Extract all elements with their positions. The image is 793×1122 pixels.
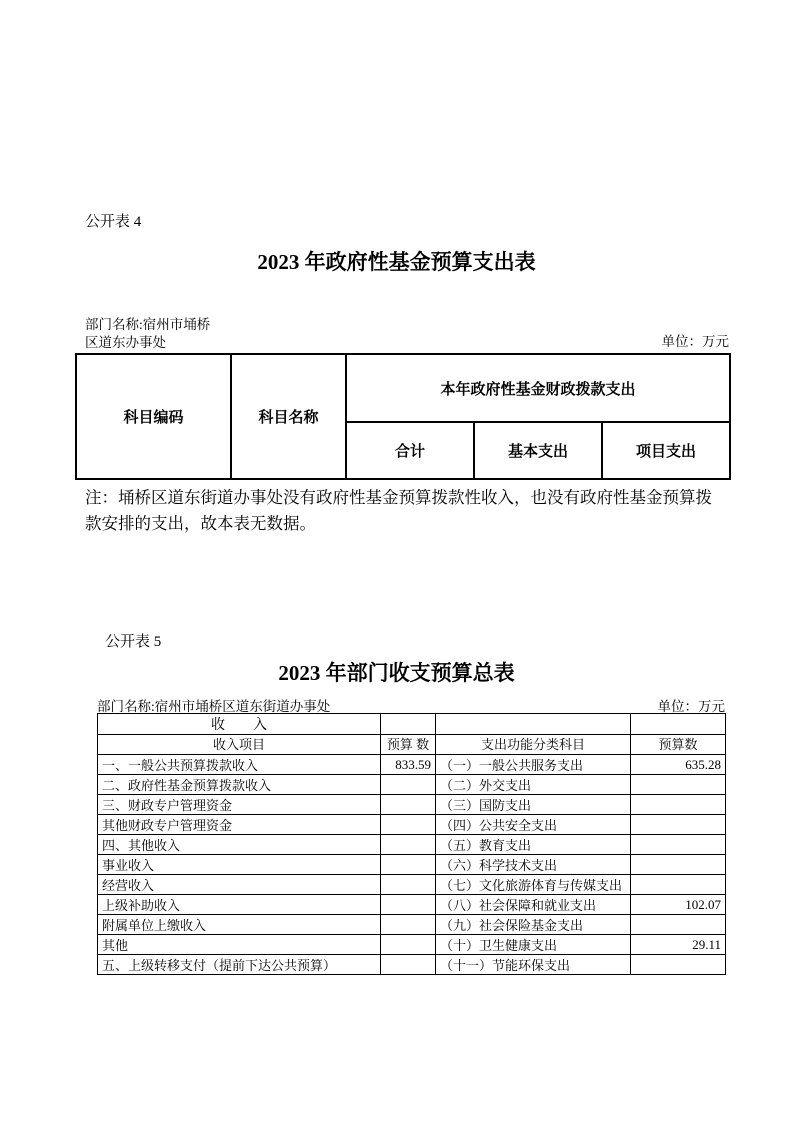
income-budget-cell [381,895,436,915]
expense-item-cell: （三）国防支出 [436,795,631,815]
table-row [98,935,726,955]
income-item-cell: 事业收入 [98,855,381,875]
expense-budget-cell [631,915,726,935]
expense-budget-cell: 29.11 [631,935,726,955]
expense-budget-cell [631,875,726,895]
table4-label: 公开表 4 [85,214,142,230]
table4-title: 2023 年政府性基金预算支出表 [257,250,536,274]
empty-cell [381,714,436,735]
column-header-row [98,735,726,755]
expense-budget-cell [631,775,726,795]
income-budget-cell [381,815,436,835]
expense-budget-cell: 102.07 [631,895,726,915]
income-item-cell: 其他财政专户管理资金 [98,815,381,835]
income-section-header-cell: 收 入 [98,714,381,735]
expense-budget-cell [631,955,726,975]
table-row [98,955,726,975]
subject-name-header-cell: 科目名称 [231,354,346,479]
expense-item-cell: （十一）节能环保支出 [436,955,631,975]
table-row [98,875,726,895]
table-row [98,915,726,935]
table5-title: 2023 年部门收支预算总表 [278,661,515,685]
table-row [98,755,726,775]
income-budget-cell [381,955,436,975]
expense-item-cell: （九）社会保险基金支出 [436,915,631,935]
expense-budget-cell [631,795,726,815]
income-budget-cell [381,875,436,895]
fund-appropriation-span-header-cell: 本年政府性基金财政拨款支出 [346,354,730,422]
table5-department-name: 部门名称:宿州市埇桥区道东街道办事处 [97,699,331,714]
income-budget-cell [381,795,436,815]
empty-cell [436,714,631,735]
expense-budget-cell [631,835,726,855]
table-row [98,855,726,875]
expense-item-cell: （六）科学技术支出 [436,855,631,875]
table5-unit-label: 单位：万元 [657,699,725,714]
income-budget-cell [381,935,436,955]
project-expense-header-cell: 项目支出 [602,422,730,479]
table-row [76,354,730,422]
expense-budget-cell [631,815,726,835]
expense-category-column-header: 支出功能分类科目 [436,735,631,755]
income-budget-cell [381,915,436,935]
table-row [98,815,726,835]
income-item-cell: 五、上级转移支付（提前下达公共预算） [98,955,381,975]
expense-item-cell: （七）文化旅游体育与传媒支出 [436,875,631,895]
expense-item-cell: （四）公共安全支出 [436,815,631,835]
income-item-column-header: 收入项目 [98,735,381,755]
table4-unit-label: 单位：万元 [661,334,729,349]
total-header-cell: 合计 [346,422,474,479]
summary-table-body [98,755,726,975]
expense-item-cell: （五）教育支出 [436,835,631,855]
income-budget-column-header: 预算 数 [381,735,436,755]
income-item-cell: 一、一般公共预算拨款收入 [98,755,381,775]
table-row [98,835,726,855]
subject-code-header-cell: 科目编码 [76,354,231,479]
table-row [98,895,726,915]
income-item-cell: 四、其他收入 [98,835,381,855]
income-budget-cell [381,775,436,795]
income-section-header-row [98,714,726,735]
income-item-cell: 其他 [98,935,381,955]
expense-budget-cell: 635.28 [631,755,726,775]
table4-department-name: 部门名称:宿州市埇桥区道东办事处 [85,317,211,351]
empty-cell [631,714,726,735]
basic-expense-header-cell: 基本支出 [474,422,602,479]
table4-note: 注：埇桥区道东街道办事处没有政府性基金预算拨款性收入，也没有政府性基金预算拨款安排的支出，故本表无数据。 [85,488,712,533]
budget-summary-table [97,713,726,975]
income-item-cell: 经营收入 [98,875,381,895]
table-row [98,775,726,795]
expense-item-cell: （八）社会保障和就业支出 [436,895,631,915]
table5-label: 公开表 5 [105,634,162,650]
expense-item-cell: （二）外交支出 [436,775,631,795]
expense-budget-cell [631,855,726,875]
income-item-cell: 二、政府性基金预算拨款收入 [98,775,381,795]
income-budget-cell [381,855,436,875]
income-item-cell: 上级补助收入 [98,895,381,915]
fund-budget-expense-table [75,353,731,480]
expense-item-cell: （一）一般公共服务支出 [436,755,631,775]
income-item-cell: 三、财政专户管理资金 [98,795,381,815]
income-item-cell: 附属单位上缴收入 [98,915,381,935]
income-budget-cell: 833.59 [381,755,436,775]
table-row [98,795,726,815]
income-budget-cell [381,835,436,855]
expense-item-cell: （十）卫生健康支出 [436,935,631,955]
expense-budget-column-header: 预算数 [631,735,726,755]
